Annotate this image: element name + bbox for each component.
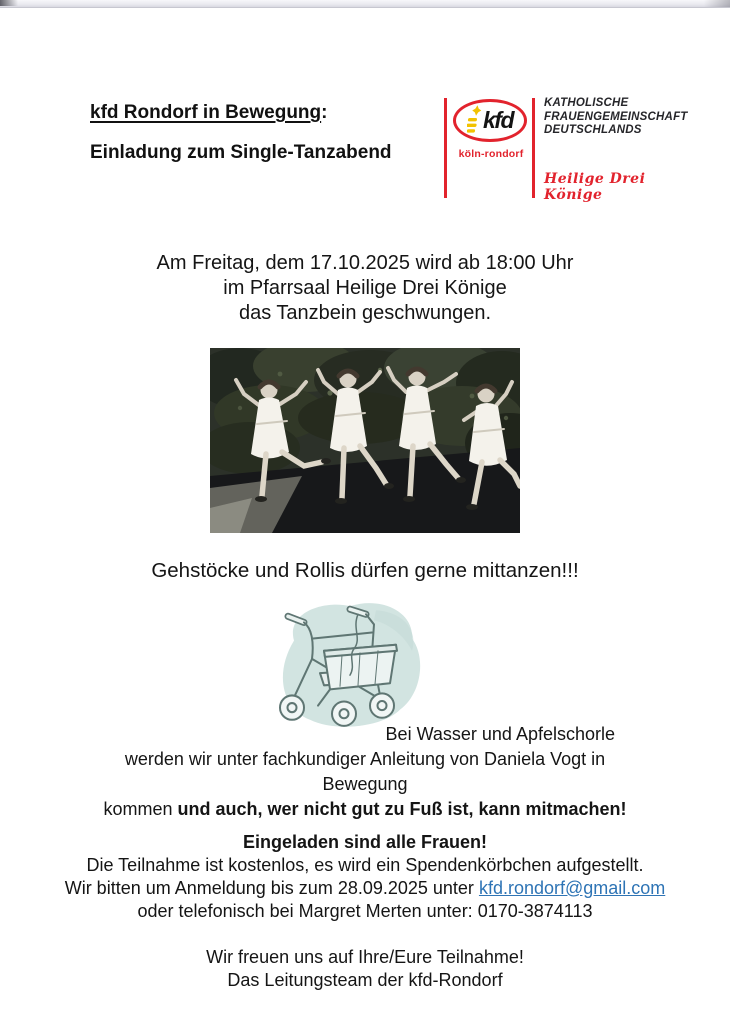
activity-paragraph xyxy=(85,722,645,822)
cost-info-line: Die Teilnahme ist kostenlos, es wird ein Spendenkörbchen aufgestellt. xyxy=(86,855,644,875)
scan-edge-strip xyxy=(0,0,730,8)
kfd-acronym: kfd xyxy=(483,107,513,133)
kfd-location-label: köln-rondorf xyxy=(458,148,524,160)
kfd-sparkle-icon xyxy=(467,105,482,137)
scan-corner-artifact-right xyxy=(704,0,730,7)
kfd-badge-block xyxy=(453,99,529,160)
scan-corner-artifact xyxy=(0,0,18,6)
paragraph-line xyxy=(85,797,645,822)
heading-colon: : xyxy=(321,102,328,123)
event-details-line: Am Freitag, dem 17.10.2025 wird ab 18:00 Uhr xyxy=(156,252,574,274)
kfd-oval-badge xyxy=(453,99,527,142)
parish-name: Heilige Drei Könige xyxy=(544,170,646,203)
event-details-line: das Tanzbein geschwungen. xyxy=(238,302,492,324)
heading-title: kfd Rondorf in Bewegung xyxy=(90,102,322,123)
closing-text xyxy=(0,946,730,992)
paragraph-line: werden wir unter fachkundiger Anleitung von Daniela Vogt in Bewegung xyxy=(124,749,606,794)
kfd-logo xyxy=(444,96,688,203)
paragraph-line3-regular: kommen xyxy=(103,799,178,819)
heading-title-line xyxy=(90,101,392,125)
registration-prefix: Wir bitten um Anmeldung bis zum 28.09.2025 unter xyxy=(64,878,479,898)
slogan-text: Gehstöcke und Rollis dürfen gerne mittanzen!!! xyxy=(151,559,579,582)
phone-line: oder telefonisch bei Margret Merten unter: 0170-3874113 xyxy=(137,901,593,921)
dancers-photo xyxy=(210,348,520,533)
invitation-headline: Eingeladen sind alle Frauen! xyxy=(242,832,488,852)
registration-line xyxy=(40,877,690,900)
paragraph-line3-bold: und auch, wer nicht gut zu Fuß ist, kann mitmachen! xyxy=(177,799,627,819)
event-details-line: im Pfarrsaal Heilige Drei Könige xyxy=(223,277,507,299)
logo-divider-left xyxy=(444,98,447,198)
paragraph-line: Bei Wasser und Apfelschorle xyxy=(385,724,615,744)
org-name-line: KATHOLISCHE xyxy=(544,97,629,109)
rollator-illustration xyxy=(258,594,433,734)
flyer-heading xyxy=(90,101,392,165)
closing-line: Wir freuen uns auf Ihre/Eure Teilnahme! xyxy=(206,947,524,967)
logo-divider-mid xyxy=(532,98,535,198)
registration-info xyxy=(40,831,690,923)
event-details xyxy=(0,251,730,326)
email-link[interactable]: kfd.rondorf@gmail.com xyxy=(478,878,666,898)
heading-subtitle: Einladung zum Single-Tanzabend xyxy=(90,142,392,163)
org-name xyxy=(544,97,688,138)
closing-line: Das Leitungsteam der kfd-Rondorf xyxy=(227,970,503,990)
kfd-org-block xyxy=(544,97,688,203)
org-name-line: DEUTSCHLANDS xyxy=(544,124,642,136)
org-name-line: FRAUENGEMEINSCHAFT xyxy=(544,110,688,123)
